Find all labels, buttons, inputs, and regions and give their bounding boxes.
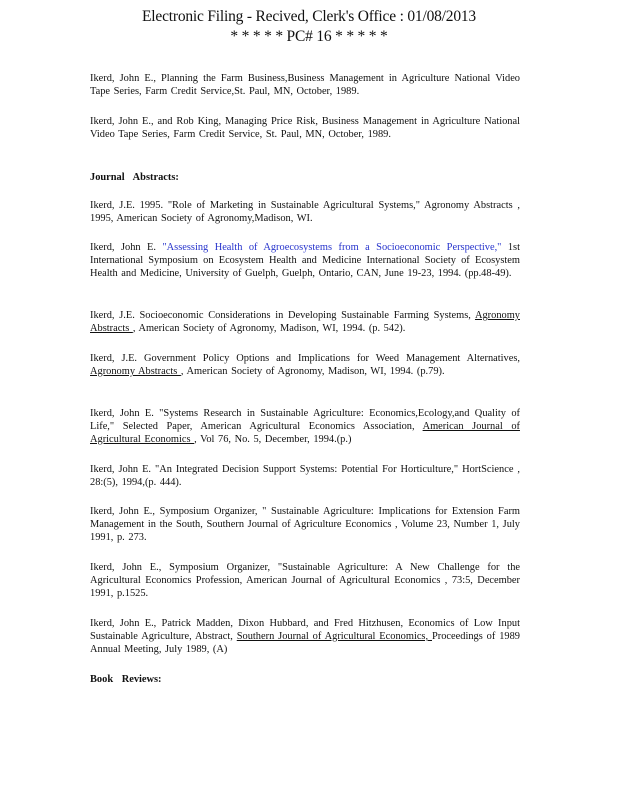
journal-entry bbox=[90, 310, 520, 336]
citation-text: Ikerd, J.E. 1995. "Role of Marketing in Sustainable Agricultural Systems," Agronomy Abstracts , 1995, American Society of Agronomy,Madison, WI. bbox=[90, 200, 520, 224]
filing-stamp: Electronic Filing - Recived, Clerk's Office : 01/08/2013 bbox=[142, 8, 476, 25]
journal-entry bbox=[90, 353, 520, 379]
journal-entry bbox=[90, 200, 520, 226]
journal-entry bbox=[90, 408, 520, 446]
book-reviews-heading: Book Reviews: bbox=[90, 674, 162, 685]
citation-entry: Ikerd, John E., and Rob King, Managing Price Risk, Business Management in Agriculture National Video Tape Series, Farm Credit Service, St. Paul, MN, October, 1989. bbox=[90, 116, 520, 140]
citation-text: Ikerd, John E., Symposium Organizer, " Sustainable Agriculture: Implications for Extension Farm Management in the South, Southern Journal of Agriculture Economics , Volume 23, Number 1, July 1991, p. 273. bbox=[90, 506, 520, 543]
citation-link[interactable]: "Assessing Health of Agroecosystems from a Socioeconomic Perspective," bbox=[162, 242, 502, 253]
citation-text: Ikerd, John E. "An Integrated Decision Support Systems: Potential For Horticulture," HortScience , 28:(5), 1994,(p. 444). bbox=[90, 464, 520, 488]
citation-text: Ikerd, John E., Patrick Madden, Dixon Hubbard, and Fred Hitzhusen, Economics of Low Input Sustainable Agriculture, Abstract, bbox=[90, 618, 520, 642]
citation-text: Ikerd, John E. bbox=[90, 242, 163, 253]
journal-title: Agronomy Abstracts bbox=[90, 365, 181, 377]
citation-text: 1st International Symposium on Ecosystem Health and Medicine International Society of Ecosystem Health and Medicine, University of Guelph, Guelph, Ontario, CAN, June 19-23, 1994. (pp.48-49). bbox=[90, 242, 520, 279]
citation-entry: Ikerd, John E., Planning the Farm Business,Business Management in Agriculture National Video Tape Series, Farm Credit Service,St. Paul, MN, October, 1989. bbox=[90, 73, 520, 97]
citation-text: , American Society of Agronomy, Madison, WI, 1994. (p.79). bbox=[180, 365, 445, 377]
journal-title: American Journal of Agricultural Economics bbox=[90, 420, 520, 445]
journal-abstracts-heading: Journal Abstracts: bbox=[90, 172, 179, 183]
journal-entry bbox=[90, 618, 520, 656]
journal-entry bbox=[90, 464, 520, 490]
journal-title: Agronomy Abstracts bbox=[90, 310, 520, 334]
journal-entry bbox=[90, 506, 520, 544]
journal-entry bbox=[90, 242, 520, 280]
journal-entry bbox=[90, 562, 520, 600]
citation-text: , American Society of Agronomy, Madison, WI, 1994. (p. 542). bbox=[132, 322, 406, 334]
citation-text: Ikerd, John E. "Systems Research in Sustainable Agriculture: Economics,Ecology,and Quality of Life," Selected Paper, American Agricultural Economics Association, bbox=[90, 408, 520, 432]
citation-text: Ikerd, J.E. Government Policy Options and Implications for Weed Management Alternatives, bbox=[90, 353, 520, 364]
citation-text: , Vol 76, No. 5, December, 1994.(p.) bbox=[194, 433, 352, 445]
pc-stamp: * * * * * PC# 16 * * * * * bbox=[230, 28, 388, 45]
journal-title: Southern Journal of Agricultural Economics, bbox=[236, 630, 432, 642]
citation-text: Proceedings of 1989 Annual Meeting, July 1989, (A) bbox=[90, 630, 521, 655]
citation-text: Ikerd, John E., Symposium Organizer, "Sustainable Agriculture: A New Challenge for the Agricultural Economics Profession, American Journal of Agricultural Economics , 73:5, December 1991, p.1525. bbox=[90, 562, 520, 599]
citation-text: Ikerd, J.E. Socioeconomic Considerations in Developing Sustainable Farming Systems, bbox=[90, 310, 475, 321]
